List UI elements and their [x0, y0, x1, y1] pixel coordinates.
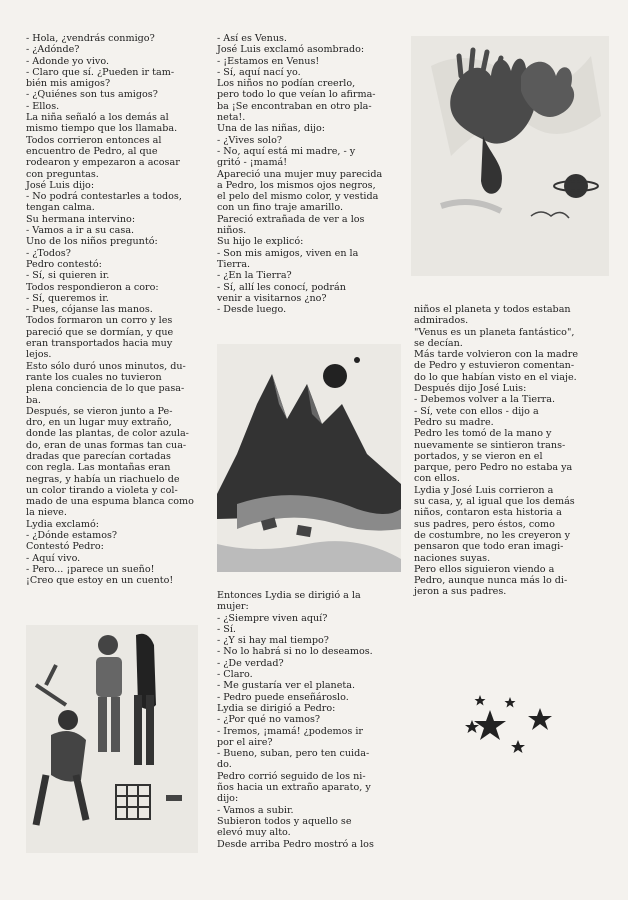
text-line: - Adonde yo vivo.: [26, 55, 109, 67]
text-line: - Sí, queremos ir.: [26, 292, 109, 304]
text-column-1: [26, 33, 216, 587]
text-line: nuevamente se sintieron trans-: [414, 439, 566, 451]
text-line: - Pues, cójanse las manos.: [26, 304, 153, 316]
text-line: el pelo del mismo color, y vestida: [217, 191, 379, 203]
text-line: con preguntas.: [26, 168, 99, 180]
text-line: Apareció una mujer muy parecida: [217, 168, 383, 180]
text-line: Su hermana intervino:: [26, 213, 136, 225]
text-line: dijo:: [217, 793, 239, 805]
text-line: Pedro les tomó de la mano y: [414, 428, 552, 440]
text-line: con regla. Las montañas eran: [26, 462, 171, 474]
text-line: con un fino traje amarillo.: [217, 202, 344, 214]
text-line: Tierra.: [217, 258, 251, 270]
text-line: - Pero... ¡parece un sueño!: [26, 563, 155, 575]
text-line: Subieron todos y aquello se: [217, 815, 352, 827]
text-line: ños hacia un extraño aparato, y: [217, 782, 371, 794]
text-line: Después dijo José Luis:: [414, 383, 527, 395]
text-line: Todos corrieron entonces al: [26, 134, 162, 146]
text-line: - Pedro puede enseñároslo.: [217, 691, 349, 703]
text-line: Pero ellos siguieron viendo a: [414, 563, 555, 575]
text-line: elevó muy alto.: [217, 827, 291, 839]
text-column-2-bottom: [217, 590, 392, 850]
text-line: pero todo lo que veían lo afirma-: [217, 89, 376, 101]
text-line: naciones suyas.: [414, 552, 491, 564]
text-line: parque, pero Pedro no estaba ya: [414, 462, 573, 474]
text-line: do.: [217, 759, 232, 771]
illustration-hands-planets: [411, 36, 609, 276]
text-line: - ¿Dónde estamos?: [26, 530, 118, 542]
text-line: admirados.: [414, 315, 469, 327]
text-line: lejos.: [26, 349, 52, 361]
text-line: encuentro de Pedro, al que: [26, 145, 158, 157]
text-line: Después, se vieron junto a Pe-: [26, 405, 173, 417]
text-line: donde las plantas, de color azula-: [26, 428, 189, 440]
text-line: Contestó Pedro:: [26, 541, 104, 553]
text-line: negras, y había un riachuelo de: [26, 473, 180, 485]
text-line: Los niños no podían creerlo,: [217, 78, 356, 90]
text-line: eran transportados hacia muy: [26, 338, 173, 350]
text-line: - Sí, si quieren ir.: [26, 270, 110, 282]
text-line: dradas que parecían cortadas: [26, 450, 171, 462]
text-line: mado de una espuma blanca como: [26, 496, 194, 508]
text-line: - Sí, vete con ellos - dijo a: [414, 405, 539, 417]
text-line: - Me gustaría ver el planeta.: [217, 680, 356, 692]
text-line: niños el planeta y todos estaban: [414, 304, 571, 315]
text-line: - Sí, allí les conocí, podrán: [217, 281, 346, 293]
text-line: ba ¡Se encontraban en otro pla-: [217, 100, 372, 112]
text-line: Lydia exclamó:: [26, 518, 99, 530]
text-line: - Vamos a ir a su casa.: [26, 225, 135, 237]
text-line: mujer:: [217, 601, 249, 613]
text-line: Su hijo le explicó:: [217, 236, 304, 248]
text-line: do lo que habían visto en el viaje.: [414, 371, 577, 383]
text-line: ba.: [26, 394, 41, 406]
text-line: pensaron que todo eran imagi-: [414, 541, 564, 553]
illustration-venus-landscape: [217, 344, 401, 572]
text-line: - Claro.: [217, 669, 253, 681]
text-column-3: [414, 304, 604, 598]
text-line: Más tarde volvieron con la madre: [414, 349, 579, 361]
text-line: Lydia y José Luis corrieron a: [414, 484, 554, 496]
text-line: plena conciencia de lo que pasa-: [26, 383, 185, 395]
text-line: - ¡Estamos en Venus!: [217, 55, 320, 67]
text-line: tengan calma.: [26, 202, 95, 214]
text-line: - Ellos.: [26, 100, 60, 112]
text-line: - ¿Por qué no vamos?: [217, 714, 321, 726]
text-line: sus padres, pero éstos, como: [414, 518, 555, 530]
text-line: su casa, y, al igual que los demás: [414, 496, 575, 508]
text-line: dro, en un lugar muy extraño,: [26, 417, 172, 429]
text-line: Esto sólo duró unos minutos, du-: [26, 360, 186, 372]
text-line: rante los cuales no tuvieron: [26, 371, 162, 383]
text-line: - ¿De verdad?: [217, 657, 284, 669]
text-line: pareció que se dormían, y que: [26, 326, 174, 338]
text-line: Todos respondieron a coro:: [26, 281, 159, 293]
text-line: - No, aquí está mi madre, - y: [217, 145, 356, 157]
text-line: - ¿Todos?: [26, 247, 71, 259]
text-line: ¡Creo que estoy en un cuento!: [26, 575, 174, 587]
text-line: - Iremos, ¡mamá! ¿podemos ir: [217, 725, 364, 737]
text-line: "Venus es un planeta fantástico",: [414, 326, 575, 338]
text-line: Una de las niñas, dijo:: [217, 123, 326, 135]
text-line: Pedro corrió seguido de los ni-: [217, 770, 366, 782]
text-line: bién mis amigos?: [26, 78, 111, 90]
text-line: Uno de los niños preguntó:: [26, 236, 158, 248]
text-line: - ¿Adónde?: [26, 44, 80, 56]
text-line: neta!.: [217, 112, 246, 124]
text-line: de costumbre, no les creyeron y: [414, 529, 571, 541]
text-line: - Aquí vivo.: [26, 552, 81, 564]
text-line: a Pedro, los mismos ojos negros,: [217, 179, 376, 191]
text-line: se decían.: [414, 337, 463, 349]
text-line: jeron a sus padres.: [414, 586, 507, 598]
text-line: - ¿Y si hay mal tiempo?: [217, 635, 329, 647]
text-line: con ellos.: [414, 473, 460, 485]
text-line: - ¿Siempre viven aquí?: [217, 612, 328, 624]
text-line: venir a visitarnos ¿no?: [217, 292, 327, 304]
text-line: - Hola, ¿vendrás conmigo?: [26, 33, 155, 44]
text-line: - Sí, aquí nací yo.: [217, 66, 301, 78]
text-line: Pedro contestó:: [26, 258, 102, 270]
text-line: gritó - ¡mamá!: [217, 157, 288, 169]
text-line: Lydia se dirigió a Pedro:: [217, 702, 336, 714]
text-line: de Pedro y estuvieron comentan-: [414, 360, 575, 372]
text-line: Todos formaron un corro y les: [26, 315, 173, 327]
text-line: - ¿En la Tierra?: [217, 270, 292, 282]
text-line: niños, contaron esta historia a: [414, 507, 562, 519]
text-line: un color tirando a violeta y col-: [26, 484, 178, 496]
text-line: la nieve.: [26, 507, 67, 519]
text-line: José Luis exclamó asombrado:: [217, 44, 365, 56]
text-line: José Luis dijo:: [26, 179, 95, 191]
text-line: - Sí.: [217, 623, 236, 635]
text-line: do, eran de unas formas tan cua-: [26, 439, 187, 451]
illustration-children: [26, 625, 198, 853]
stars-ornament: [455, 690, 565, 760]
text-column-2-top: [217, 33, 392, 315]
text-line: rodearon y empezaron a acosar: [26, 157, 180, 169]
text-line: - ¿Quiénes son tus amigos?: [26, 89, 158, 101]
text-line: - Vamos a subir.: [217, 804, 294, 816]
text-line: portados, y se vieron en el: [414, 450, 543, 462]
text-line: Pareció extrañada de ver a los: [217, 213, 365, 225]
text-line: - Bueno, suban, pero ten cuida-: [217, 748, 370, 760]
text-line: Desde arriba Pedro mostró a los: [217, 838, 374, 850]
text-line: - Así es Venus.: [217, 33, 287, 44]
text-line: - No lo habrá si no lo deseamos.: [217, 646, 373, 658]
text-line: La niña señaló a los demás al: [26, 112, 169, 124]
text-line: - Claro que sí. ¿Pueden ir tam-: [26, 66, 175, 78]
text-line: niños.: [217, 225, 247, 237]
text-line: Pedro su madre.: [414, 416, 494, 428]
text-line: Pedro, aunque nunca más lo di-: [414, 575, 568, 587]
text-line: - Son mis amigos, viven en la: [217, 247, 359, 259]
text-line: - Desde luego.: [217, 304, 287, 316]
text-line: por el aire?: [217, 736, 273, 748]
text-line: - Debemos volver a la Tierra.: [414, 394, 556, 406]
text-line: - ¿Vives solo?: [217, 134, 283, 146]
text-line: Entonces Lydia se dirigió a la: [217, 590, 361, 601]
text-line: mismo tiempo que los llamaba.: [26, 123, 178, 135]
text-line: - No podrá contestarles a todos,: [26, 191, 182, 203]
